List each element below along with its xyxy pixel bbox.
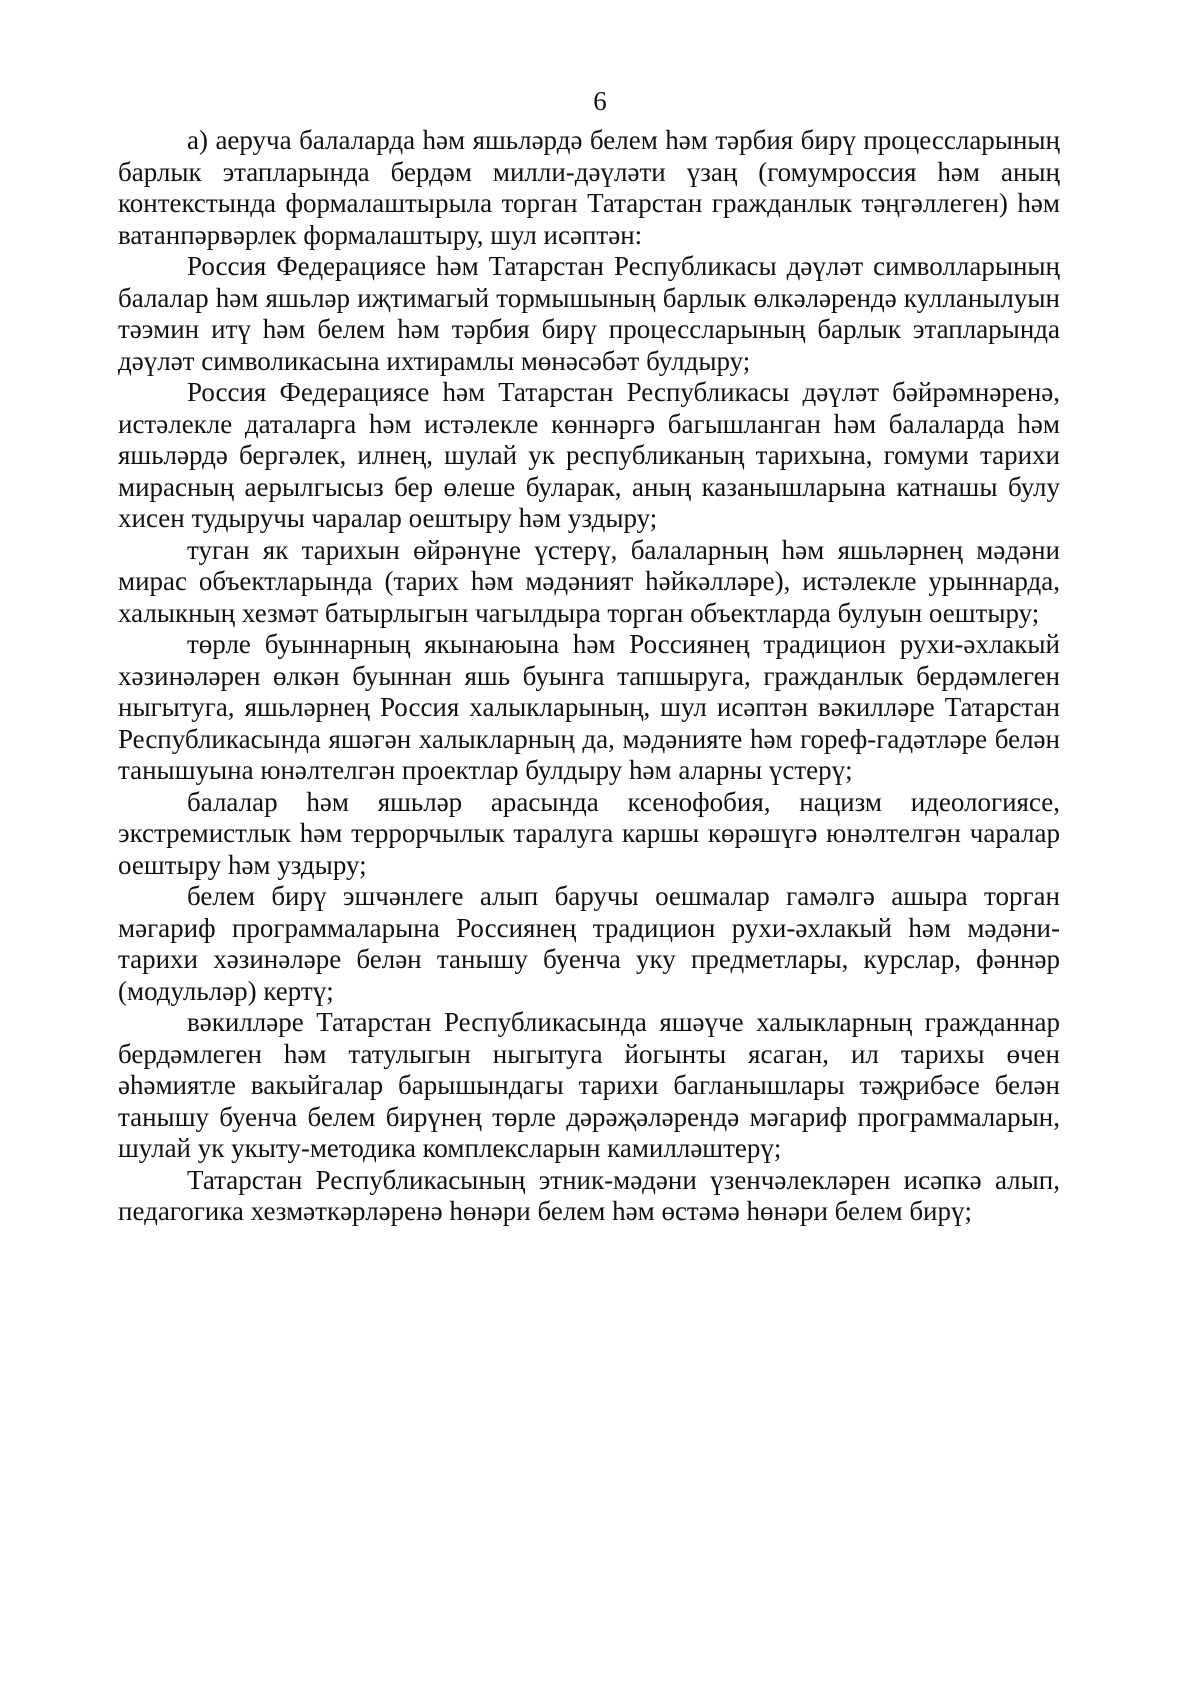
paragraph-state-symbols: Россия Федерациясе һәм Татарстан Республикасы дәүләт символларының балалар һәм яшьләр иҗтимагый тормышының барлык өлкәләрендә кулланылуын тәэмин итү һәм белем һәм тәрбия бирү процессларының барлык этапларында дәүләт символикасына ихтирамлы мөнәсәбәт булдыру;	[118, 251, 1060, 376]
document-body	[118, 125, 1060, 1228]
paragraph-xenophobia: балалар һәм яшьләр арасында ксенофобия, нацизм идеологиясе, экстремистлык һәм террорчылык таралуга каршы көрәшүгә юнәлтелгән чаралар оештыру һәм уздыру;	[118, 786, 1060, 880]
paragraph-curriculum: белем бирү эшчәнлеге алып баручы оешмалар гамәлгә ашыра торган мәгариф программаларына Россиянең традицион рухи-әхлакый һәм мәдәни-тарихи хәзинәләре белән танышу буенча уку предметлары, курслар, фәннәр (модульләр) кертү;	[118, 881, 1060, 1006]
paragraph-civic-identity: а) аеруча балаларда һәм яшьләрдә белем һәм тәрбия бирү процессларының барлык этапларында бердәм милли-дәүләти үзаң (гомумроссия һәм аның контекстында формалаштырыла торган Татарстан гражданлык тәңгәллеген) һәм ватанпәрвәрлек формалаштыру, шул исәптән:	[118, 125, 1060, 250]
paragraph-teacher-training: Татарстан Республикасының этник-мәдәни үзенчәлекләрен исәпкә алып, педагогика хезмәткәрләренә һөнәри белем һәм өстәмә һөнәри белем бирү;	[118, 1164, 1060, 1226]
paragraph-local-history: туган як тарихын өйрәнүне үстерү, балаларның һәм яшьләрнең мәдәни мирас объектларында (тарих һәм мәдәният һәйкәлләре), истәлекле урыннарда, халыкның хезмәт батырлыгын чагылдыра торган объектларда булуын оештыру;	[118, 534, 1060, 628]
paragraph-state-holidays: Россия Федерациясе һәм Татарстан Республикасы дәүләт бәйрәмнәренә, истәлекле даталарга һәм истәлекле көннәргә багышланган һәм балаларда һәм яшьләрдә бергәлек, илнең, шулай ук республиканың тарихына, гомуми тарихи мирасның аерылгысыз бер өлеше буларак, аның казанышларына катнашы булу хисен тудыручы чаралар оештыру һәм уздыру;	[118, 377, 1060, 533]
page-number: 6	[593, 86, 607, 116]
paragraph-education-programs: вәкилләре Татарстан Республикасында яшәүче халыкларның гражданнар бердәмлеген һәм татулыгын ныгытуга йогынты ясаган, ил тарихы өчен әһәмиятле вакыйгалар барышындагы тарихи багланышлары тәҗрибәсе белән танышу буенча белем бирүнең төрле дәрәҗәләрендә мәгариф программаларын, шулай ук укыту-методика комплексларын камилләштерү;	[118, 1007, 1060, 1163]
paragraph-generations: төрле буыннарның якынаюына һәм Россиянең традицион рухи-әхлакый хәзинәләрен өлкән буыннан яшь буынга тапшыруга, гражданлык бердәмлеген ныгытуга, яшьләрнең Россия халыкларының, шул исәптән вәкилләре Татарстан Республикасында яшәгән халыкларның да, мәдәнияте һәм гореф-гадәтләре белән танышуына юнәлтелгән проектлар булдыру һәм аларны үстерү;	[118, 629, 1060, 785]
